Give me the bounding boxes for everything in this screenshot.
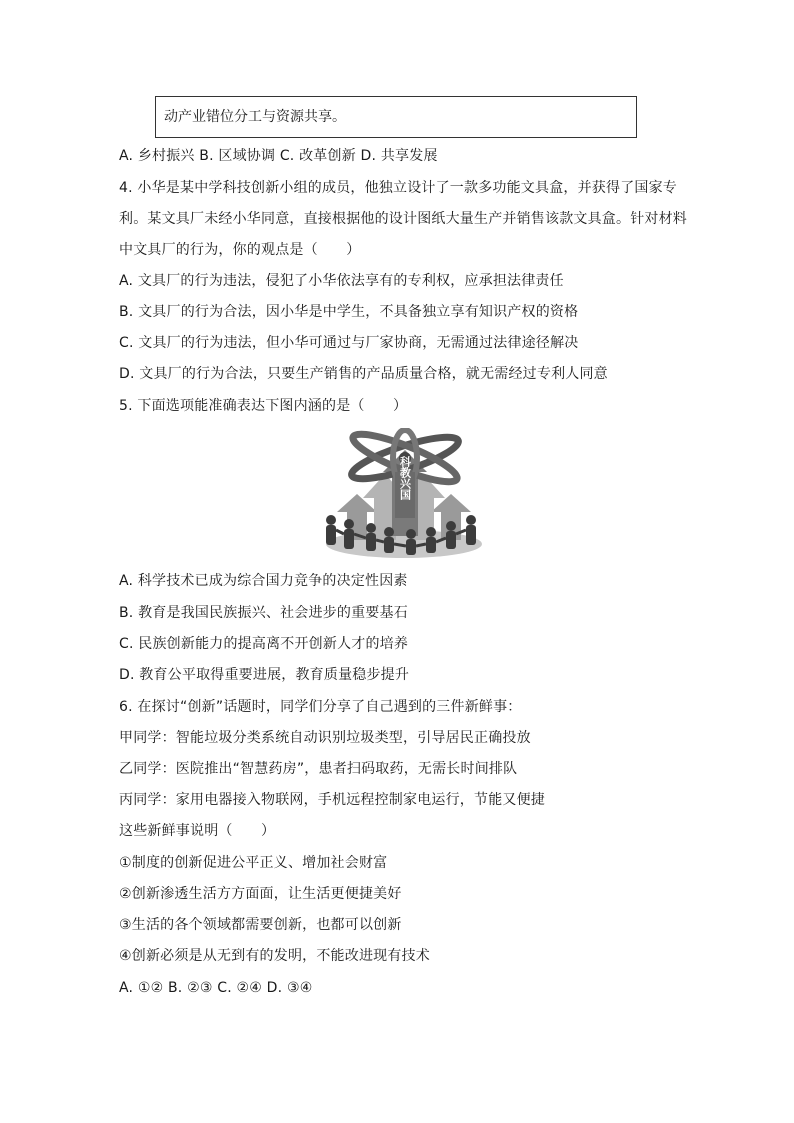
q4-option-d: D. 文具厂的行为合法，只要生产销售的产品质量合格，就无需经过专利人同意 (119, 366, 608, 382)
q5-stem: 5. 下面选项能准确表达下图内涵的是（ ） (119, 398, 408, 414)
q5-option-b: B. 教育是我国民族振兴、社会进步的重要基石 (119, 605, 408, 621)
q4-option-a: A. 文具厂的行为违法，侵犯了小华依法享有的专利权，应承担法律责任 (119, 273, 564, 289)
q5-option-c: C. 民族创新能力的提高离不开创新人才的培养 (119, 636, 409, 652)
q6-statement-yi: 乙同学：医院推出“智慧药房”，患者扫码取药，无需长时间排队 (119, 761, 518, 777)
q5-option-a: A. 科学技术已成为综合国力竞争的决定性因素 (119, 573, 408, 589)
science-education-illustration (319, 428, 489, 562)
q6-item-4: ④创新必须是从无到有的发明，不能改进现有技术 (119, 948, 430, 964)
q6-item-1: ①制度的创新促进公平正义、增加社会财富 (119, 855, 388, 871)
q6-item-2: ②创新渗透生活方方面面，让生活更便捷美好 (119, 886, 402, 902)
figure-label: 科教兴国 (398, 456, 412, 500)
q6-stem: 6. 在探讨“创新”话题时，同学们分享了自己遇到的三件新鲜事： (119, 699, 522, 715)
q6-question: 这些新鲜事说明（ ） (119, 823, 276, 839)
material-box (155, 96, 637, 138)
q6-options: A. ①② B. ②③ C. ②④ D. ③④ (119, 980, 313, 996)
q4-stem-line-3: 中文具厂的行为，你的观点是（ ） (119, 242, 361, 258)
q4-option-b: B. 文具厂的行为合法，因小华是中学生，不具备独立享有知识产权的资格 (119, 304, 579, 320)
q4-option-c: C. 文具厂的行为违法，但小华可通过与厂家协商，无需通过法律途径解决 (119, 335, 579, 351)
q6-statement-bing: 丙同学：家用电器接入物联网，手机远程控制家电运行，节能又便捷 (119, 792, 545, 808)
q6-item-3: ③生活的各个领域都需要创新，也都可以创新 (119, 917, 402, 933)
q5-option-d: D. 教育公平取得重要进展，教育质量稳步提升 (119, 667, 410, 683)
q3-options: A. 乡村振兴 B. 区域协调 C. 改革创新 D. 共享发展 (119, 148, 438, 164)
material-text: 动产业错位分工与资源共享。 (164, 109, 346, 125)
q4-stem-line-1: 4. 小华是某中学科技创新小组的成员，他独立设计了一款多功能文具盒，并获得了国家专 (119, 180, 678, 196)
q6-statement-jia: 甲同学：智能垃圾分类系统自动识别垃圾类型，引导居民正确投放 (119, 730, 531, 746)
q4-stem-line-2: 利。某文具厂未经小华同意，直接根据他的设计图纸大量生产并销售该款文具盒。针对材料 (119, 211, 687, 227)
